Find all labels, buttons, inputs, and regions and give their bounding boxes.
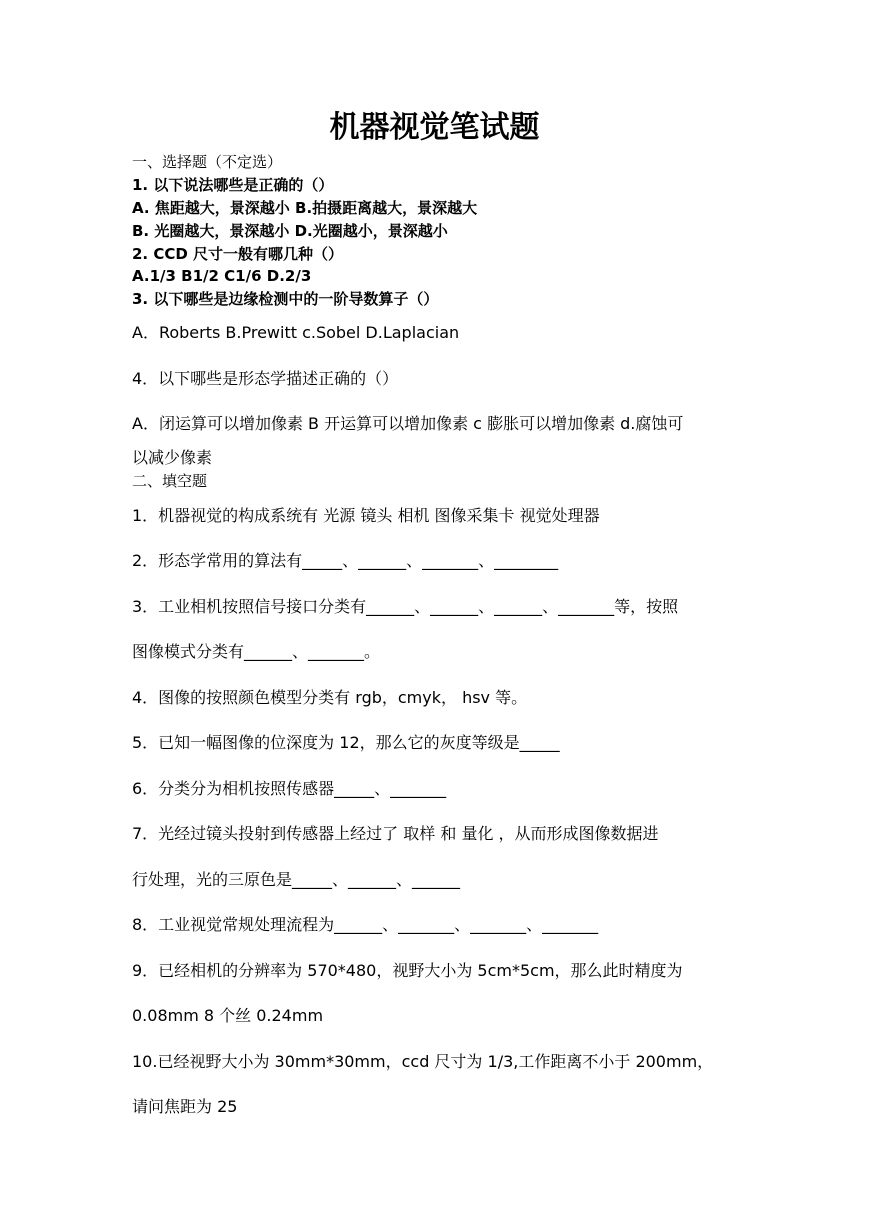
question-1-options-line-2: B. 光圈越大，景深越小 D.光圈越小，景深越小	[132, 222, 448, 240]
question-4-options-line-2: 以减少像素	[132, 448, 213, 467]
fill-item-9-answer: 0.08mm 8 个丝 0.24mm	[132, 1006, 324, 1025]
fill-item-10-continued: 请问焦距为 25	[132, 1097, 238, 1116]
question-2-options: A.1/3 B1/2 C1/6 D.2/3	[132, 267, 312, 285]
fill-item-4: 4．图像的按照颜色模型分类有 rgb，cmyk， hsv 等。	[132, 688, 528, 707]
fill-item-9: 9．已经相机的分辨率为 570*480，视野大小为 5cm*5cm，那么此时精度为	[132, 961, 683, 980]
question-3: 3. 以下哪些是边缘检测中的一阶导数算子（）	[132, 290, 439, 308]
fill-item-7-continued: 行处理，光的三原色是_____、______、______	[132, 870, 461, 889]
question-4: 4．以下哪些是形态学描述正确的（）	[132, 369, 399, 388]
fill-item-8: 8．工业视觉常规处理流程为______、_______、_______、_______	[132, 915, 599, 934]
fill-item-7: 7．光经过镜头投射到传感器上经过了 取样 和 量化 ，从而形成图像数据进	[132, 824, 659, 843]
fill-item-6: 6．分类分为相机按照传感器_____、_______	[132, 779, 447, 798]
fill-item-2: 2．形态学常用的算法有_____、______、_______、________	[132, 551, 559, 570]
question-2: 2. CCD 尺寸一般有哪几种（）	[132, 245, 344, 263]
page-title: 机器视觉笔试题	[329, 110, 540, 145]
fill-item-5: 5．已知一幅图像的位深度为 12，那么它的灰度等级是_____	[132, 733, 560, 752]
fill-item-3-continued: 图像模式分类有______、_______。	[132, 642, 381, 661]
section-heading-fill-in: 二、填空题	[132, 472, 208, 490]
fill-item-10: 10.已经视野大小为 30mm*30mm，ccd 尺寸为 1/3,工作距离不小于 200mm，	[132, 1052, 714, 1071]
fill-item-1: 1．机器视觉的构成系统有 光源 镜头 相机 图像采集卡 视觉处理器	[132, 506, 600, 525]
section-heading-choice: 一、选择题（不定选）	[132, 153, 283, 171]
question-1-options-line-1: A. 焦距越大，景深越小 B.拍摄距离越大，景深越大	[132, 199, 478, 217]
question-1: 1. 以下说法哪些是正确的（）	[132, 176, 334, 194]
question-3-options: A．Roberts B.Prewitt c.Sobel D.Laplacian	[132, 323, 460, 342]
fill-item-3: 3．工业相机按照信号接口分类有______、______、______、_______等，按照	[132, 597, 679, 616]
question-4-options-line-1: A．闭运算可以增加像素 B 开运算可以增加像素 c 膨胀可以增加像素 d.腐蚀可	[132, 414, 684, 433]
